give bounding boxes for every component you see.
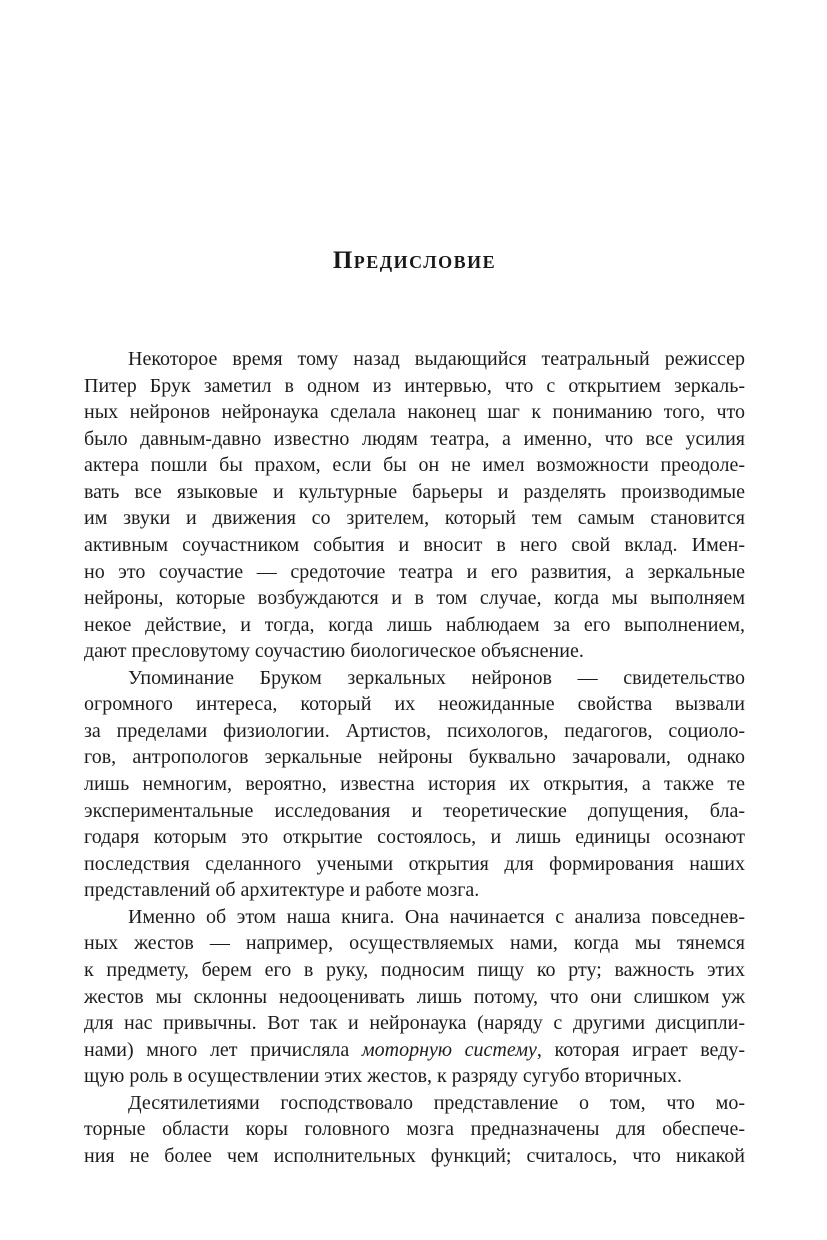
text-line: Некоторое время тому назад выдающийся театральный режиссер bbox=[128, 348, 745, 370]
text-line: ных нейронов нейронаука сделала наконец шаг к пониманию того, что bbox=[84, 401, 745, 424]
text-line: Питер Брук заметил в одном из интервью, что с открытием зеркаль- bbox=[84, 374, 745, 397]
text-line: экспериментальные исследования и теоретические допущения, бла- bbox=[84, 799, 745, 822]
text-line: представлений об архитектуре и работе мозга. bbox=[84, 879, 480, 902]
text-line bbox=[84, 1037, 745, 1064]
text-line: Упоминание Бруком зеркальных нейронов — свидетельство bbox=[128, 666, 745, 689]
text-line: для нас привычны. Вот так и нейронаука (наряду с другими дисципли- bbox=[84, 1012, 745, 1035]
text-line: огромного интереса, который их неожиданные свойства вызвали bbox=[84, 693, 745, 716]
text-line: некое действие, и тогда, когда лишь наблюдаем за его выполнением, bbox=[84, 613, 745, 636]
paragraph bbox=[84, 1090, 745, 1170]
text-line: активным соучастником события и вносит в него свой вклад. Имен- bbox=[84, 533, 745, 556]
text-line: им звуки и движения со зрителем, который тем самым становится bbox=[84, 507, 745, 530]
text-line: щую роль в осуществлении этих жестов, к разряду сугубо вторичных. bbox=[84, 1065, 682, 1088]
text-line: жестов мы склонны недооценивать лишь потому, что они слишком уж bbox=[84, 985, 745, 1008]
paragraph bbox=[84, 665, 745, 904]
text-line: вать все языковые и культурные барьеры и разделять производимые bbox=[84, 480, 745, 503]
text-line: было давным-давно известно людям театра, а именно, что все усилия bbox=[84, 427, 745, 450]
text-line: ных жестов — например, осуществляемых нами, когда мы тянемся bbox=[84, 932, 745, 955]
text-line: Именно об этом наша книга. Она начинается с анализа повседнев- bbox=[128, 905, 745, 928]
text-line: Десятилетиями господствовало представление о том, что мо- bbox=[128, 1091, 745, 1114]
text-line: актера пошли бы прахом, если бы он не имел возможности преодоле- bbox=[84, 454, 745, 477]
paragraph bbox=[84, 346, 745, 665]
text-block bbox=[84, 346, 745, 1169]
text-segment: , которая играет веду- bbox=[536, 1038, 745, 1061]
text-segment: нами) много лет причисляла bbox=[84, 1038, 362, 1061]
text-line: лишь немногим, вероятно, известна история их открытия, а также те bbox=[84, 773, 745, 795]
text-line: торные области коры головного мозга предназначены для обеспече- bbox=[84, 1118, 745, 1141]
text-line: нейроны, которые возбуждаются и в том случае, когда мы выполняем bbox=[84, 587, 745, 610]
text-line: за пределами физиологии. Артистов, психологов, педагогов, социоло- bbox=[84, 719, 745, 742]
paragraph bbox=[84, 904, 745, 1090]
text-line: годаря которым это открытие состоялось, и лишь единицы осознают bbox=[84, 826, 745, 849]
text-line: последствия сделанного учеными открытия для формирования наших bbox=[84, 852, 745, 875]
text-line: но это соучастие — средоточие театра и его развития, а зеркальные bbox=[84, 560, 745, 583]
text-line: к предмету, берем его в руку, подносим пищу ко рту; важность этих bbox=[84, 958, 745, 981]
text-line: ния не более чем исполнительных функций; считалось, что никакой bbox=[84, 1144, 745, 1167]
text-line: дают пресловутому соучастию биологическое объяснение. bbox=[84, 640, 584, 663]
text-line: гов, антропологов зеркальные нейроны буквально зачаровали, однако bbox=[84, 746, 745, 769]
italic-term: моторную систему bbox=[361, 1038, 537, 1061]
chapter-title: Предисловие bbox=[332, 247, 497, 274]
